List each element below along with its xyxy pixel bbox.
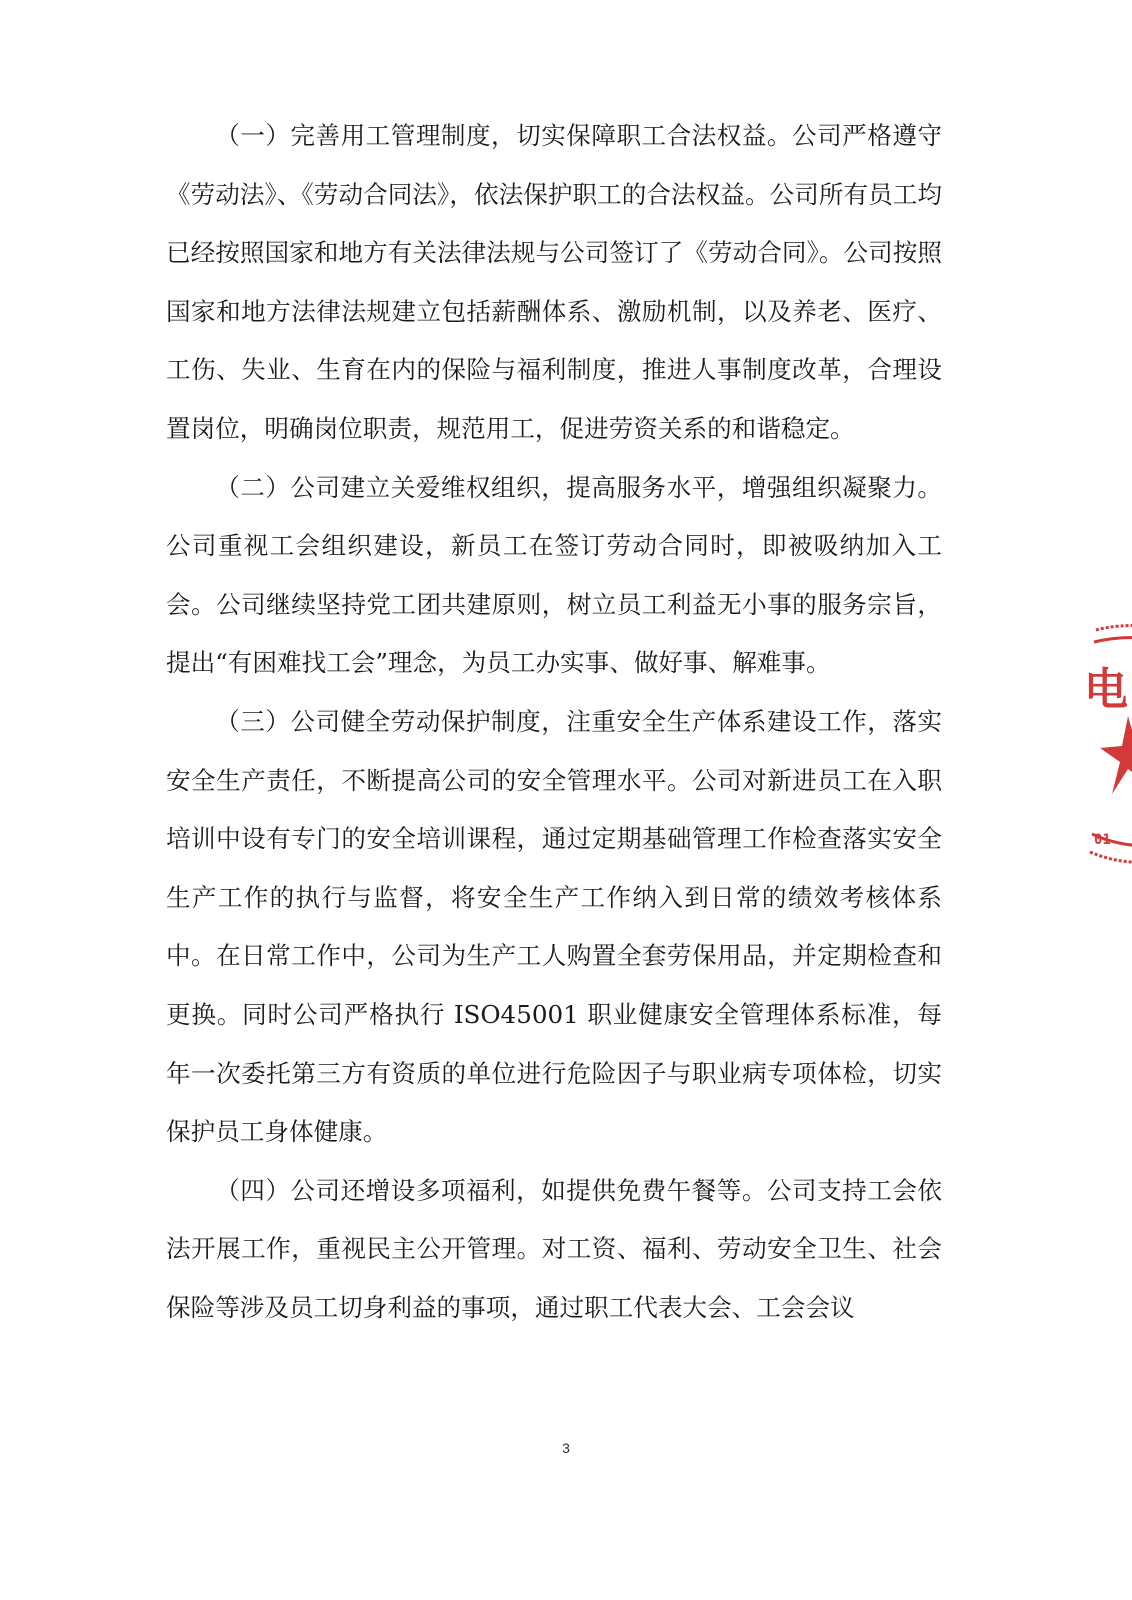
paragraph-4: （四）公司还增设多项福利，如提供免费午餐等。公司支持工会依法开展工作，重视民主公开管理。对工资、福利、劳动安全卫生、社会保险等涉及员工切身利益的事项，通过职工代表大会、工会会议 [166, 1175, 942, 1322]
paragraph-1: （一）完善用工管理制度，切实保障职工合法权益。公司严格遵守《劳动法》、《劳动合同法》，依法保护职工的合法权益。公司所有员工均已经按照国家和地方有关法律法规与公司签订了《劳动合同》。公司按照国家和地方法律法规建立包括薪酬体系、激励机制，以及养老、医疗、工伤、失业、生育在内的保险与福利制度，推进人事制度改革，合理设置岗位，明确岗位职责，规范用工，促进劳资关系的和谐稳定。 [166, 121, 942, 443]
paragraph-2: （二）公司建立关爱维权组织，提高服务水平，增强组织凝聚力。公司重视工会组织建设，新员工在签订劳动合同时，即被吸纳加入工会。公司继续坚持党工团共建原则，树立员工利益无小事的服务宗旨，提出“有困难找工会”理念，为员工办实事、做好事、解难事。 [166, 472, 942, 678]
page-number: 3 [562, 1440, 570, 1456]
seal-character: 电 [1084, 664, 1128, 715]
seal-digits: 01 [1094, 832, 1111, 848]
paragraph-3: （三）公司健全劳动保护制度，注重安全生产体系建设工作，落实安全生产责任，不断提高公司的安全管理水平。公司对新进员工在入职培训中设有专门的安全培训课程，通过定期基础管理工作检查落实安全生产工作的执行与监督，将安全生产工作纳入到日常的绩效考核体系中。在日常工作中，公司为生产工人购置全套劳保用品，并定期检查和更换。同时公司严格执行 ISO45001 职业健康安全管理体系标准，每年一次委托第三方有资质的单位进行危险因子与职业病专项体检，切实保护员工身体健康。 [166, 706, 942, 1147]
document-body [166, 107, 942, 1337]
seal-star-icon [1100, 716, 1132, 794]
company-seal-stamp [1084, 624, 1132, 874]
